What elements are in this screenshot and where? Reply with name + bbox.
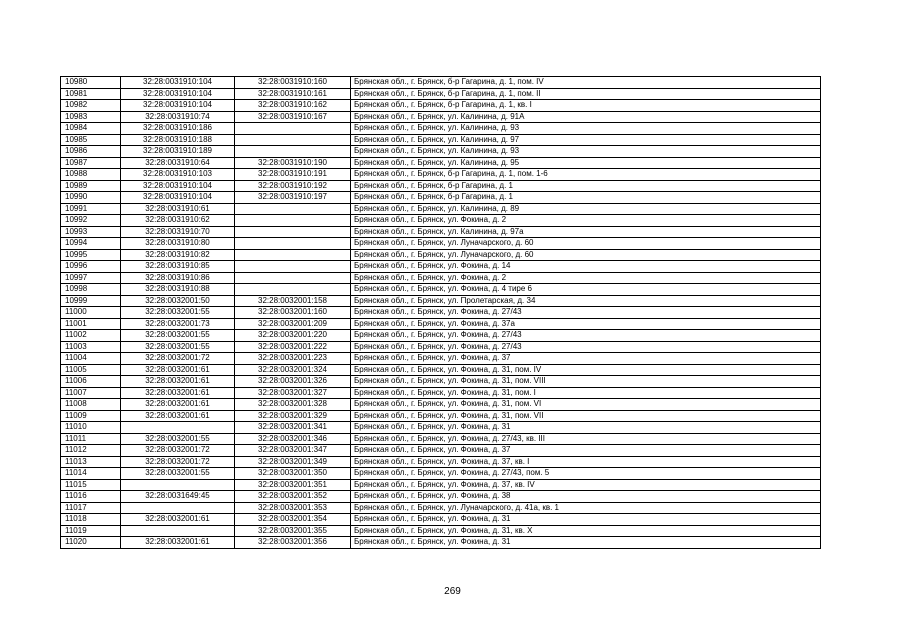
row-number-cell: 10988 [61,169,121,181]
object-number-cell: 32:28:0032001:326 [235,376,351,388]
row-number-cell: 10980 [61,77,121,89]
address-cell: Брянская обл., г. Брянск, ул. Фокина, д. 37, кв. I [351,456,821,468]
row-number-cell: 10997 [61,272,121,284]
object-number-cell: 32:28:0032001:324 [235,364,351,376]
object-number-cell [235,146,351,158]
table-row [61,146,821,158]
row-number-cell: 11015 [61,479,121,491]
object-number-cell: 32:28:0031910:190 [235,157,351,169]
table-row [61,295,821,307]
parcel-number-cell: 32:28:0031910:82 [121,249,235,261]
address-cell: Брянская обл., г. Брянск, ул. Фокина, д. 31, пом. IV [351,364,821,376]
table-row [61,249,821,261]
row-number-cell: 11001 [61,318,121,330]
parcel-number-cell: 32:28:0031910:80 [121,238,235,250]
row-number-cell: 11014 [61,468,121,480]
row-number-cell: 11006 [61,376,121,388]
address-cell: Брянская обл., г. Брянск, ул. Фокина, д. 14 [351,261,821,273]
address-cell: Брянская обл., г. Брянск, б-р Гагарина, д. 1 [351,192,821,204]
cadastral-table [60,76,821,549]
parcel-number-cell: 32:28:0031910:86 [121,272,235,284]
parcel-number-cell: 32:28:0031649:45 [121,491,235,503]
address-cell: Брянская обл., г. Брянск, ул. Луначарского, д. 60 [351,249,821,261]
row-number-cell: 11020 [61,537,121,549]
row-number-cell: 10983 [61,111,121,123]
table-row [61,456,821,468]
row-number-cell: 11005 [61,364,121,376]
object-number-cell: 32:28:0032001:158 [235,295,351,307]
table-row [61,88,821,100]
parcel-number-cell: 32:28:0031910:70 [121,226,235,238]
row-number-cell: 10982 [61,100,121,112]
parcel-number-cell: 32:28:0031910:74 [121,111,235,123]
table-row [61,330,821,342]
address-cell: Брянская обл., г. Брянск, ул. Калинина, д. 91А [351,111,821,123]
address-cell: Брянская обл., г. Брянск, б-р Гагарина, д. 1, кв. I [351,100,821,112]
object-number-cell: 32:28:0032001:349 [235,456,351,468]
address-cell: Брянская обл., г. Брянск, ул. Фокина, д. 37 [351,445,821,457]
object-number-cell: 32:28:0032001:223 [235,353,351,365]
parcel-number-cell: 32:28:0031910:189 [121,146,235,158]
table-row [61,537,821,549]
object-number-cell: 32:28:0032001:346 [235,433,351,445]
table-row [61,433,821,445]
table-row [61,479,821,491]
parcel-number-cell: 32:28:0031910:104 [121,88,235,100]
table-row [61,468,821,480]
parcel-number-cell: 32:28:0032001:55 [121,433,235,445]
table-row [61,502,821,514]
row-number-cell: 10984 [61,123,121,135]
object-number-cell [235,134,351,146]
object-number-cell: 32:28:0032001:329 [235,410,351,422]
page-number: 269 [444,586,461,597]
parcel-number-cell: 32:28:0032001:61 [121,514,235,526]
address-cell: Брянская обл., г. Брянск, ул. Пролетарская, д. 34 [351,295,821,307]
table-row [61,180,821,192]
table-row [61,157,821,169]
object-number-cell [235,249,351,261]
address-cell: Брянская обл., г. Брянск, ул. Луначарского, д. 60 [351,238,821,250]
table-row [61,445,821,457]
parcel-number-cell: 32:28:0031910:186 [121,123,235,135]
object-number-cell: 32:28:0032001:209 [235,318,351,330]
parcel-number-cell: 32:28:0032001:55 [121,307,235,319]
address-cell: Брянская обл., г. Брянск, ул. Луначарского, д. 41а, кв. 1 [351,502,821,514]
parcel-number-cell: 32:28:0032001:61 [121,376,235,388]
row-number-cell: 10994 [61,238,121,250]
object-number-cell: 32:28:0031910:162 [235,100,351,112]
parcel-number-cell: 32:28:0031910:62 [121,215,235,227]
address-cell: Брянская обл., г. Брянск, ул. Калинина, д. 95 [351,157,821,169]
object-number-cell: 32:28:0032001:351 [235,479,351,491]
address-cell: Брянская обл., г. Брянск, ул. Фокина, д. 2 [351,272,821,284]
parcel-number-cell [121,502,235,514]
object-number-cell: 32:28:0032001:341 [235,422,351,434]
row-number-cell: 11009 [61,410,121,422]
parcel-number-cell: 32:28:0032001:72 [121,353,235,365]
address-cell: Брянская обл., г. Брянск, ул. Фокина, д. 31, пом. VII [351,410,821,422]
object-number-cell [235,238,351,250]
row-number-cell: 10981 [61,88,121,100]
address-cell: Брянская обл., г. Брянск, ул. Калинина, д. 93 [351,123,821,135]
table-row [61,399,821,411]
row-number-cell: 11010 [61,422,121,434]
row-number-cell: 11011 [61,433,121,445]
object-number-cell: 32:28:0032001:222 [235,341,351,353]
address-cell: Брянская обл., г. Брянск, ул. Калинина, д. 89 [351,203,821,215]
address-cell: Брянская обл., г. Брянск, ул. Фокина, д. 31 [351,514,821,526]
row-number-cell: 11000 [61,307,121,319]
table-row [61,422,821,434]
parcel-number-cell: 32:28:0031910:64 [121,157,235,169]
table-row [61,387,821,399]
row-number-cell: 10999 [61,295,121,307]
row-number-cell: 10992 [61,215,121,227]
table-row [61,410,821,422]
row-number-cell: 10996 [61,261,121,273]
address-cell: Брянская обл., г. Брянск, ул. Фокина, д. 31, пом. I [351,387,821,399]
object-number-cell: 32:28:0032001:327 [235,387,351,399]
parcel-number-cell [121,422,235,434]
object-number-cell: 32:28:0032001:355 [235,525,351,537]
table-row [61,203,821,215]
row-number-cell: 11008 [61,399,121,411]
address-cell: Брянская обл., г. Брянск, ул. Фокина, д. 27/43 [351,307,821,319]
address-cell: Брянская обл., г. Брянск, ул. Фокина, д. 37а [351,318,821,330]
address-cell: Брянская обл., г. Брянск, ул. Фокина, д. 4 тире 6 [351,284,821,296]
object-number-cell: 32:28:0032001:160 [235,307,351,319]
address-cell: Брянская обл., г. Брянск, ул. Фокина, д. 31 [351,537,821,549]
object-number-cell: 32:28:0031910:167 [235,111,351,123]
table-row [61,238,821,250]
table-row [61,192,821,204]
table-row [61,169,821,181]
object-number-cell [235,226,351,238]
address-cell: Брянская обл., г. Брянск, ул. Калинина, д. 97 [351,134,821,146]
parcel-number-cell: 32:28:0031910:85 [121,261,235,273]
address-cell: Брянская обл., г. Брянск, ул. Калинина, д. 93 [351,146,821,158]
object-number-cell: 32:28:0032001:328 [235,399,351,411]
row-number-cell: 11007 [61,387,121,399]
row-number-cell: 11018 [61,514,121,526]
parcel-number-cell: 32:28:0032001:61 [121,410,235,422]
table-row [61,491,821,503]
object-number-cell: 32:28:0032001:352 [235,491,351,503]
address-cell: Брянская обл., г. Брянск, ул. Фокина, д. 37, кв. IV [351,479,821,491]
row-number-cell: 11012 [61,445,121,457]
table-row [61,123,821,135]
parcel-number-cell: 32:28:0031910:104 [121,192,235,204]
table-row [61,100,821,112]
table-row [61,77,821,89]
table-row [61,318,821,330]
object-number-cell: 32:28:0032001:353 [235,502,351,514]
parcel-number-cell: 32:28:0031910:61 [121,203,235,215]
address-cell: Брянская обл., г. Брянск, ул. Фокина, д. 27/43, кв. III [351,433,821,445]
table-row [61,284,821,296]
object-number-cell: 32:28:0031910:191 [235,169,351,181]
parcel-number-cell [121,525,235,537]
parcel-number-cell: 32:28:0031910:104 [121,180,235,192]
parcel-number-cell: 32:28:0031910:188 [121,134,235,146]
parcel-number-cell: 32:28:0032001:55 [121,330,235,342]
table-row [61,341,821,353]
object-number-cell: 32:28:0032001:350 [235,468,351,480]
row-number-cell: 10995 [61,249,121,261]
address-cell: Брянская обл., г. Брянск, ул. Фокина, д. 37 [351,353,821,365]
object-number-cell [235,215,351,227]
table-row [61,261,821,273]
row-number-cell: 11004 [61,353,121,365]
row-number-cell: 11016 [61,491,121,503]
table-row [61,226,821,238]
row-number-cell: 10990 [61,192,121,204]
row-number-cell: 11019 [61,525,121,537]
object-number-cell: 32:28:0031910:160 [235,77,351,89]
parcel-number-cell: 32:28:0031910:88 [121,284,235,296]
object-number-cell: 32:28:0031910:192 [235,180,351,192]
parcel-number-cell: 32:28:0032001:72 [121,456,235,468]
table-row [61,376,821,388]
row-number-cell: 10989 [61,180,121,192]
table-row [61,353,821,365]
address-cell: Брянская обл., г. Брянск, б-р Гагарина, д. 1, пом. II [351,88,821,100]
table-row [61,514,821,526]
table-body [61,77,821,549]
address-cell: Брянская обл., г. Брянск, ул. Фокина, д. 27/43 [351,330,821,342]
table-row [61,364,821,376]
object-number-cell: 32:28:0032001:354 [235,514,351,526]
address-cell: Брянская обл., г. Брянск, ул. Фокина, д. 31 [351,422,821,434]
row-number-cell: 10987 [61,157,121,169]
object-number-cell [235,123,351,135]
parcel-number-cell: 32:28:0032001:55 [121,468,235,480]
table-row [61,134,821,146]
parcel-number-cell: 32:28:0032001:73 [121,318,235,330]
row-number-cell: 11017 [61,502,121,514]
row-number-cell: 10985 [61,134,121,146]
address-cell: Брянская обл., г. Брянск, ул. Фокина, д. 2 [351,215,821,227]
object-number-cell: 32:28:0031910:197 [235,192,351,204]
address-cell: Брянская обл., г. Брянск, б-р Гагарина, д. 1, пом. 1-6 [351,169,821,181]
object-number-cell [235,261,351,273]
parcel-number-cell: 32:28:0032001:55 [121,341,235,353]
address-cell: Брянская обл., г. Брянск, ул. Фокина, д. 31, пом. VI [351,399,821,411]
address-cell: Брянская обл., г. Брянск, ул. Фокина, д. 27/43 [351,341,821,353]
parcel-number-cell: 32:28:0031910:104 [121,100,235,112]
object-number-cell [235,203,351,215]
parcel-number-cell: 32:28:0031910:104 [121,77,235,89]
row-number-cell: 11003 [61,341,121,353]
parcel-number-cell: 32:28:0031910:103 [121,169,235,181]
table-row [61,215,821,227]
parcel-number-cell: 32:28:0032001:61 [121,537,235,549]
object-number-cell [235,284,351,296]
table-row [61,111,821,123]
object-number-cell: 32:28:0032001:220 [235,330,351,342]
row-number-cell: 11013 [61,456,121,468]
parcel-number-cell: 32:28:0032001:61 [121,364,235,376]
table-row [61,525,821,537]
row-number-cell: 11002 [61,330,121,342]
table-row [61,272,821,284]
address-cell: Брянская обл., г. Брянск, ул. Фокина, д. 27/43, пом. 5 [351,468,821,480]
address-cell: Брянская обл., г. Брянск, ул. Фокина, д. 31, кв. X [351,525,821,537]
object-number-cell: 32:28:0032001:347 [235,445,351,457]
object-number-cell: 32:28:0032001:356 [235,537,351,549]
address-cell: Брянская обл., г. Брянск, ул. Фокина, д. 31, пом. VIII [351,376,821,388]
address-cell: Брянская обл., г. Брянск, ул. Фокина, д. 38 [351,491,821,503]
object-number-cell: 32:28:0031910:161 [235,88,351,100]
parcel-number-cell [121,479,235,491]
parcel-number-cell: 32:28:0032001:72 [121,445,235,457]
address-cell: Брянская обл., г. Брянск, ул. Калинина, д. 97а [351,226,821,238]
address-cell: Брянская обл., г. Брянск, б-р Гагарина, д. 1 [351,180,821,192]
object-number-cell [235,272,351,284]
row-number-cell: 10991 [61,203,121,215]
parcel-number-cell: 32:28:0032001:61 [121,399,235,411]
row-number-cell: 10993 [61,226,121,238]
parcel-number-cell: 32:28:0032001:50 [121,295,235,307]
address-cell: Брянская обл., г. Брянск, б-р Гагарина, д. 1, пом. IV [351,77,821,89]
parcel-number-cell: 32:28:0032001:61 [121,387,235,399]
row-number-cell: 10986 [61,146,121,158]
row-number-cell: 10998 [61,284,121,296]
table-row [61,307,821,319]
